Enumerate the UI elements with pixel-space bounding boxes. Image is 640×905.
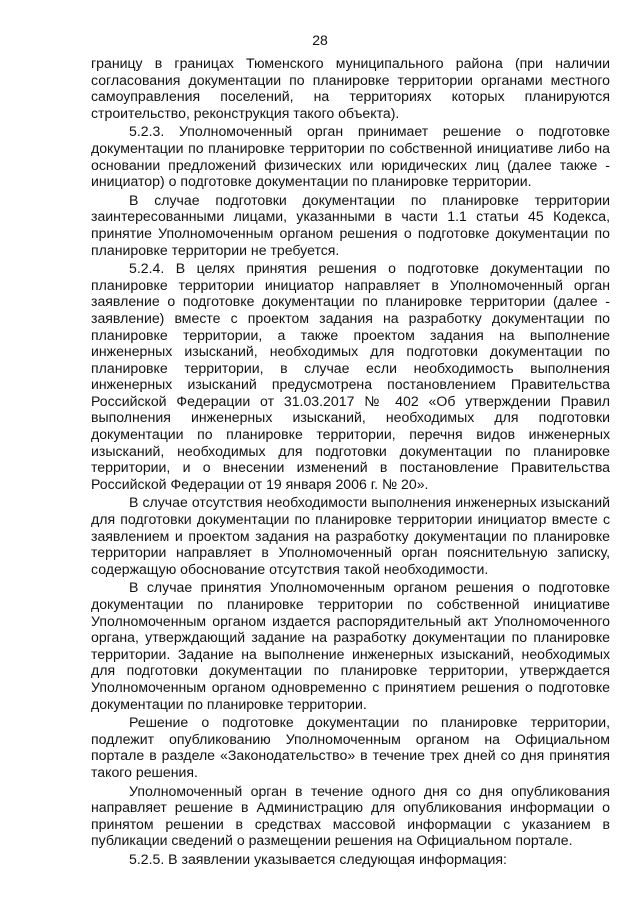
paragraph-own-initiative: В случае принятия Уполномоченным органом решения о подготовке документации по планировке территории по собственной инициативе Уполномоченным органом издается распорядительный акт Уполномоченного органа, утверждающий задание на разработку документации по планировке территории. Задание на выполнение инженерных изысканий, необходимых для подготовки документации по планировке территории, утверждается Уполномоченным органом одновременно с принятием решения о подготовке документации по планировке территории. bbox=[91, 579, 610, 712]
paragraph-no-surveys: В случае отсутствия необходимости выполнения инженерных изысканий для подготовки документации по планировке территории инициатор вместе с заявлением и проектом задания на разработку документации по планировке территории направляет в Уполномоченный орган пояснительную записку, содержащую обоснование отсутствия такой необходимости. bbox=[91, 494, 610, 577]
paragraph-interested-parties: В случае подготовки документации по планировке территории заинтересованными лицами, указанными в части 1.1 статьи 45 Кодекса, принятие Уполномоченным органом решения о подготовке документации по планировке территории не требуется. bbox=[91, 191, 610, 258]
paragraph-5-2-3: 5.2.3. Уполномоченный орган принимает решение о подготовке документации по планировке территории по собственной инициативе либо на основании предложений физических или юридических лиц (далее также - инициатор) о подготовке документации по планировке территории. bbox=[91, 123, 610, 190]
paragraph-5-2-5: 5.2.5. В заявлении указывается следующая информация: bbox=[129, 850, 507, 867]
document-body bbox=[91, 55, 610, 868]
paragraph-mass-media: Уполномоченный орган в течение одного дня со дня опубликования направляет решение в Администрацию для опубликования информации о принятом решении в средствах массовой информации с указанием в публикации сведений о размещении решения на Официальном портале. bbox=[91, 782, 610, 849]
paragraph-continuation: границу в границах Тюменского муниципального района (при наличии согласования документации по планировке территории органами местного самоуправления поселений, на территориях которых планируются строительство, реконструкция такого объекта). bbox=[91, 55, 610, 121]
page-number: 28 bbox=[312, 32, 328, 48]
paragraph-publication: Решение о подготовке документации по планировке территории, подлежит опубликованию Уполномоченным органом на Официальном портале в разделе «Законодательство» в течение трех дней со дня принятия такого решения. bbox=[91, 714, 610, 780]
paragraph-5-2-4: 5.2.4. В целях принятия решения о подготовке документации по планировке территории инициатор направляет в Уполномоченный орган заявление о подготовке документации по планировке территории (далее - заявление) вместе с проектом задания на разработку документации по планировке территории, а также проектом задания на выполнение инженерных изысканий, необходимых для подготовки документации по планировке территории, в случае если необходимость выполнения инженерных изысканий предусмотрена постановлением Правительства Российской Федерации от 31.03.2017 № 402 «Об утверждении Правил выполнения инженерных изысканий, необходимых для подготовки документации по планировке территории, перечня видов инженерных изысканий, необходимых для подготовки документации по планировке территории, и о внесении изменений в постановление Правительства Российской Федерации от 19 января 2006 г. № 20». bbox=[91, 260, 610, 492]
